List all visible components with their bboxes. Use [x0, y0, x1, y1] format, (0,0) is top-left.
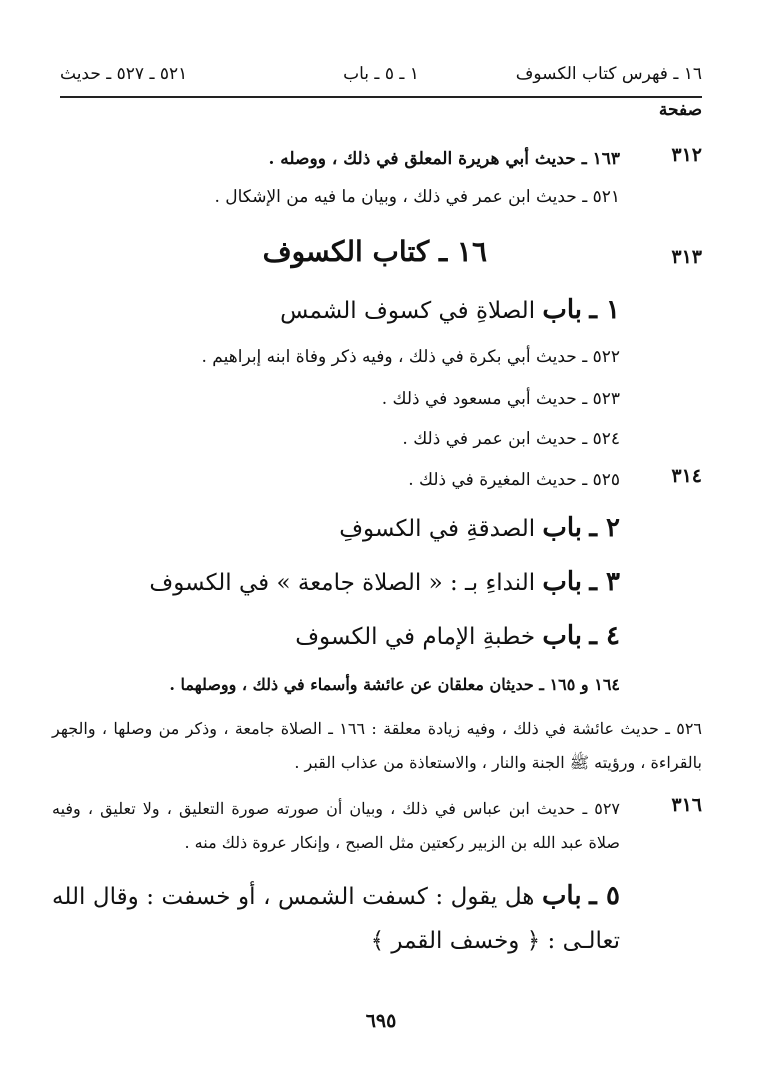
chapter-text: النداءِ بـ : « الصلاة جامعة » في الكسوف: [149, 570, 536, 596]
chapter-text: الصلاةِ في كسوف الشمس: [280, 298, 536, 324]
entry-text: ٥٢٥ ـ حديث المغيرة في ذلك .: [408, 470, 620, 490]
chapter-text: الصدقةِ في الكسوفِ: [339, 516, 536, 542]
chapter-number: ١ ـ: [589, 295, 620, 325]
chapter-number: ٢ ـ: [589, 513, 620, 543]
chapter-title: [52, 562, 620, 603]
entry-text: ٥٢٧ ـ حديث ابن عباس في ذلك ، وبيان أن صورته صورة التعليق ، ولا تعليق ، وفيه صلاة عبد الله بن الزبير ركعتين مثل الصبح ، وإنكار عروة ذلك منه .: [52, 799, 620, 852]
chapter-number: ٤ ـ: [589, 621, 620, 651]
page-number: ٣١٣: [671, 246, 702, 268]
chapter-word: باب: [541, 881, 582, 911]
chapter-title: [52, 290, 620, 331]
page-column-label: صفحة: [658, 100, 702, 120]
chapter-word: باب: [542, 621, 583, 651]
entry-text: ١٦٣ ـ حديث أبي هريرة المعلق في ذلك ، ووصله .: [268, 149, 620, 169]
chapter-number: ٣ ـ: [589, 567, 620, 597]
header-hadith-range: ٥٢١ ـ ٥٢٧ ـ حديث: [60, 64, 188, 84]
chapter-word: باب: [542, 295, 583, 325]
entry-text: ٥٢٢ ـ حديث أبي بكرة في ذلك ، وفيه ذكر وفاة ابنه إبراهيم .: [201, 347, 620, 367]
chapter-title: [52, 874, 620, 963]
page-number: ٣١٦: [671, 794, 702, 816]
running-header: [60, 58, 702, 98]
header-book-title: ١٦ ـ فهرس كتاب الكسوف: [515, 64, 702, 84]
chapter-title: [52, 616, 620, 657]
entry-text: ٥٢٤ ـ حديث ابن عمر في ذلك .: [402, 429, 620, 449]
page-number: ٣١٢: [671, 144, 702, 166]
header-chapter-range: ١ ـ ٥ ـ باب: [343, 64, 419, 84]
entry-text: ٥٢٦ ـ حديث عائشة في ذلك ، وفيه زيادة معلقة : ١٦٦ ـ الصلاة جامعة ، وذكر من وصلها ، والجهر بالقراءة ، ورؤيته ﷺ الجنة والنار ، والاستعاذة من عذاب القبر .: [52, 719, 703, 772]
chapter-word: باب: [542, 567, 583, 597]
entry-text: ٥٢١ ـ حديث ابن عمر في ذلك ، وبيان ما فيه من الإشكال .: [214, 187, 620, 207]
chapter-text: هل يقول : كسفت الشمس ، أو خسفت : وقال الله تعالـى : ﴿ وخسف القمر ﴾: [52, 884, 620, 954]
page-footer-number: ٦٩٥: [365, 1010, 397, 1032]
entry-text: ١٦٤ و ١٦٥ ـ حديثان معلقان عن عائشة وأسماء في ذلك ، ووصلهما .: [169, 675, 620, 694]
chapter-text: خطبةِ الإمام في الكسوف: [295, 624, 536, 650]
entry-text: ٥٢٣ ـ حديث أبي مسعود في ذلك .: [381, 389, 620, 409]
chapter-word: باب: [542, 513, 583, 543]
chapter-title: [52, 508, 620, 549]
chapter-number: ٥ ـ: [589, 881, 620, 911]
book-title: ١٦ ـ كتاب الكسوف: [262, 235, 487, 268]
page-number: ٣١٤: [671, 465, 702, 487]
